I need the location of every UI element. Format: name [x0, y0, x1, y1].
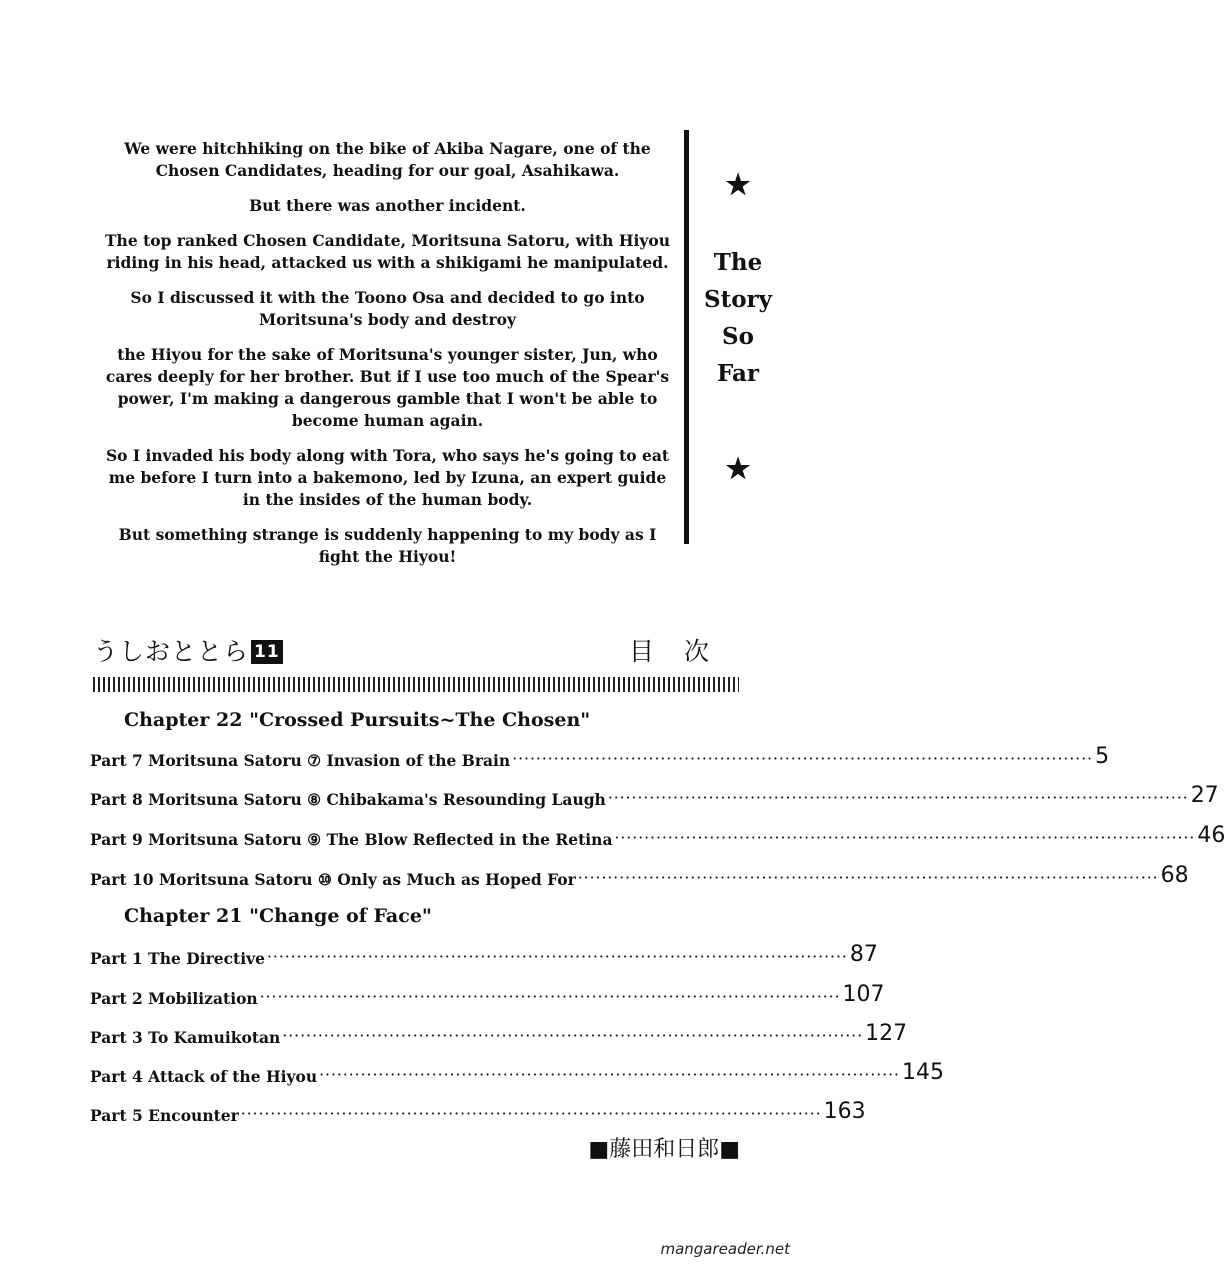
toc-entry-page: 127 [865, 1021, 908, 1046]
side-title-word: The [713, 249, 763, 276]
toc-entry-page: 5 [1095, 744, 1110, 769]
story-so-far-text [100, 138, 675, 581]
toc-entry [90, 1019, 908, 1047]
vertical-divider [684, 130, 689, 544]
author-name: ■藤田和日郎■ [588, 1137, 740, 1162]
toc-entry-label: Part 5 Encounter [90, 1106, 239, 1125]
decorative-tick-bar [93, 677, 739, 692]
dot-leader: ·································································································· [259, 988, 841, 1006]
volume-badge: 11 [251, 640, 283, 664]
contents-label: 目次 [628, 637, 739, 666]
toc-entry-label: Part 7 Moritsuna Satoru ⑦ Invasion of the Brain [90, 751, 511, 770]
toc-entry-label: Part 4 Attack of the Hiyou [90, 1067, 318, 1086]
story-paragraph: We were hitchhiking on the bike of Akiba Nagare, one of the Chosen Candidates, heading for our goal, Asahikawa. [124, 139, 651, 180]
side-title-word: Story [703, 286, 773, 313]
toc-entry-page: 145 [901, 1060, 944, 1085]
toc-entry [90, 742, 1110, 770]
dot-leader: ·································································································· [512, 750, 1094, 768]
toc-entry [90, 821, 1225, 849]
toc-entry [90, 1097, 866, 1125]
series-title [93, 632, 283, 668]
toc-entry [90, 861, 1189, 889]
toc-entry-label: Part 2 Mobilization [90, 989, 258, 1008]
toc-entry-page: 163 [823, 1099, 866, 1124]
series-title-text: うしおととら [93, 637, 250, 666]
star-icon: ★ [725, 168, 751, 201]
toc-entry-page: 27 [1190, 783, 1219, 808]
story-paragraph: So I invaded his body along with Tora, who says he's going to eat me before I turn into a bakemono, led by Izuna, an expert guide in the insides of the human body. [105, 446, 670, 509]
toc-entry [90, 980, 885, 1008]
toc-entry-page: 68 [1160, 863, 1189, 888]
toc-entry-label: Part 8 Moritsuna Satoru ⑧ Chibakama's Resounding Laugh [90, 790, 606, 809]
dot-leader: ·································································································· [577, 869, 1159, 887]
toc-entry [90, 1058, 944, 1086]
story-paragraph: But there was another incident. [249, 196, 526, 215]
toc-entry-page: 46 [1197, 823, 1225, 848]
chapter-title: Chapter 21 "Change of Face" [124, 905, 432, 927]
toc-entry-label: Part 1 The Directive [90, 949, 265, 968]
story-so-far-title [698, 170, 778, 484]
dot-leader: ·································································································· [266, 948, 848, 966]
dot-leader: ·································································································· [607, 789, 1189, 807]
toc-entry [90, 781, 1219, 809]
side-title-word: So [722, 323, 754, 350]
dot-leader: ·································································································· [614, 829, 1196, 847]
dot-leader: ·································································································· [319, 1066, 900, 1084]
story-paragraph: So I discussed it with the Toono Osa and decided to go into Moritsuna's body and destroy [130, 288, 645, 329]
dot-leader: ·································································································· [240, 1105, 822, 1123]
toc-header [93, 630, 743, 670]
story-paragraph: The top ranked Chosen Candidate, Moritsuna Satoru, with Hiyou riding in his head, attacked us with a shikigami he manipulated. [105, 231, 670, 272]
toc-entry [90, 940, 878, 968]
toc-entry-page: 107 [842, 982, 885, 1007]
chapter-title: Chapter 22 "Crossed Pursuits~The Chosen" [124, 709, 591, 731]
toc-entry-label: Part 3 To Kamuikotan [90, 1028, 281, 1047]
toc-entry-label: Part 10 Moritsuna Satoru ⑩ Only as Much as Hoped For [90, 870, 576, 889]
watermark: mangareader.net [660, 1240, 790, 1258]
story-paragraph: But something strange is suddenly happening to my body as I fight the Hiyou! [118, 525, 657, 566]
star-icon: ★ [725, 452, 751, 485]
story-paragraph: the Hiyou for the sake of Moritsuna's younger sister, Jun, who cares deeply for her brother. But if I use too much of the Spear's power, I'm making a dangerous gamble that I won't be able to become human again. [105, 345, 670, 430]
side-title-word: Far [716, 360, 760, 387]
toc-entry-label: Part 9 Moritsuna Satoru ⑨ The Blow Reflected in the Retina [90, 830, 613, 849]
toc-entry-page: 87 [849, 942, 878, 967]
dot-leader: ·································································································· [282, 1027, 864, 1045]
